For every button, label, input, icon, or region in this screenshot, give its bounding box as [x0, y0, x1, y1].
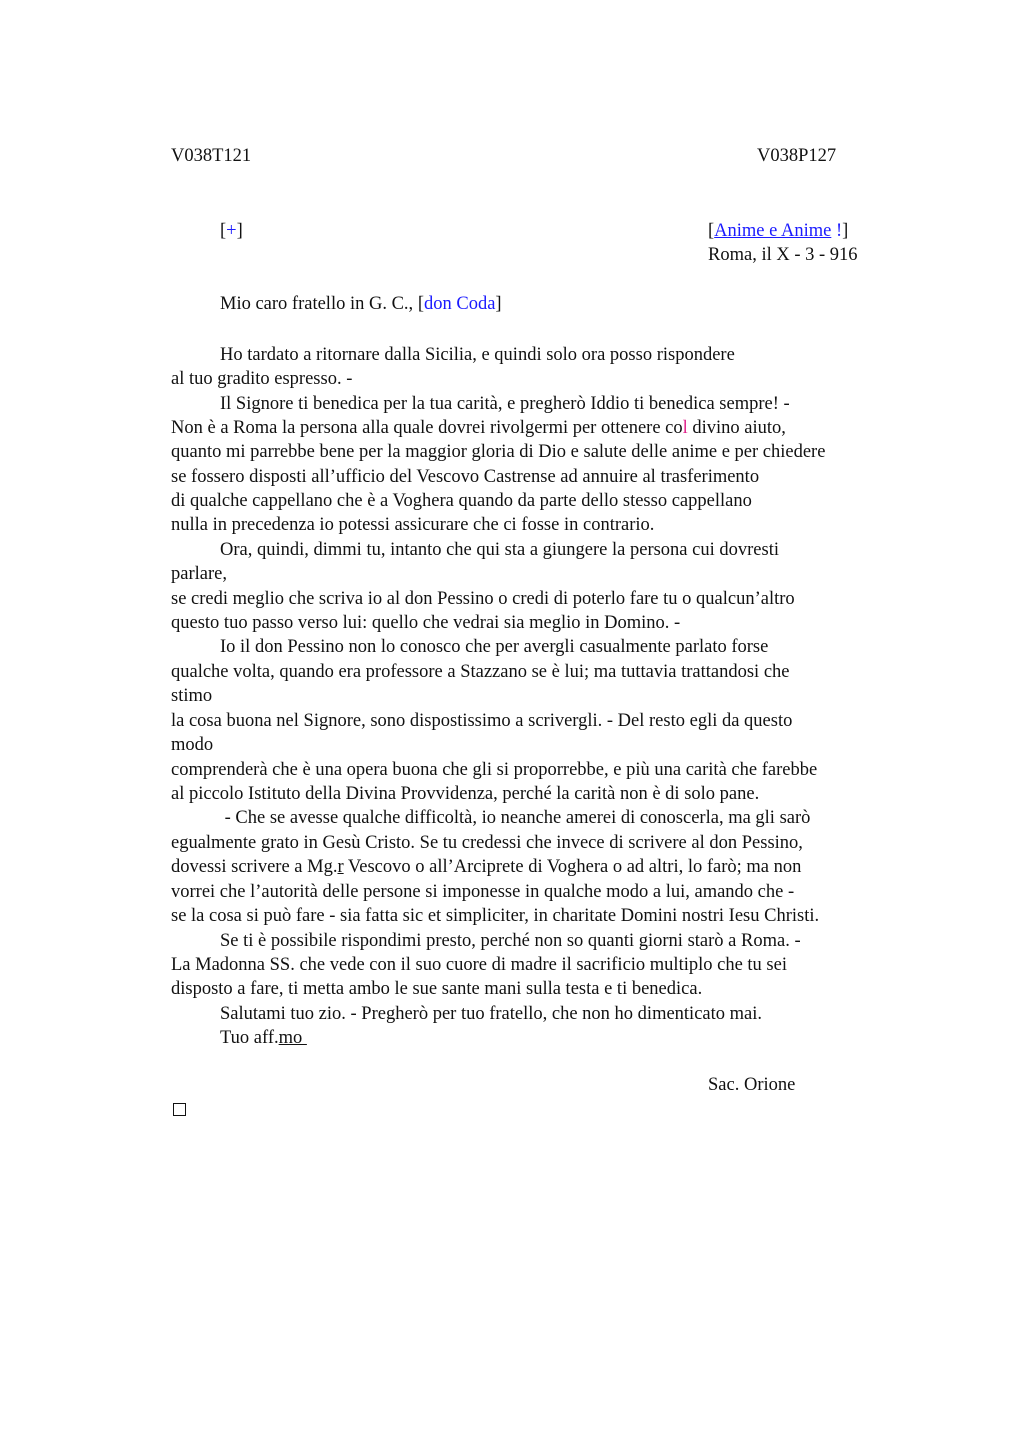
body-line: la cosa buona nel Signore, sono dispostissimo a scrivergli. - Del resto egli da questo — [171, 711, 793, 731]
signature: Sac. Orione — [708, 1075, 796, 1095]
body-line: Ho tardato a ritornare dalla Sicilia, e quindi solo ora posso rispondere — [220, 345, 735, 365]
body-line: vorrei che l’autorità delle persone si imponesse in qualche modo a lui, amando che - — [171, 882, 795, 902]
body-line: se la cosa si può fare - sia fatta sic et simpliciter, in charitate Domini nostri Iesu Christi. — [171, 906, 820, 926]
body-line: al tuo gradito espresso. - — [171, 369, 353, 389]
salutation: Mio caro fratello in G. C., [don Coda] — [220, 294, 502, 314]
highlighted-letter: l — [682, 418, 688, 438]
body-line: egualmente grato in Gesù Cristo. Se tu credessi che invece di scrivere al don Pessino, — [171, 833, 803, 853]
body-line: Salutami tuo zio. - Pregherò per tuo fratello, che non ho dimenticato mai. — [220, 1004, 763, 1024]
body-line: Non è a Roma la persona alla quale dovrei rivolgermi per ottenere col divino aiuto, — [171, 418, 786, 438]
document-code-left: V038T121 — [171, 146, 252, 166]
plus-link[interactable]: + — [226, 221, 237, 241]
anime-e-anime-link[interactable]: Anime e Anime — [714, 221, 832, 241]
body-line: dovessi scrivere a Mg.r Vescovo o all’Arciprete di Voghera o ad altri, lo farò; ma non — [171, 857, 802, 877]
body-line: quanto mi parrebbe bene per la maggior gloria di Dio e salute delle anime e per chiedere — [171, 442, 826, 462]
body-line: qualche volta, quando era professore a Stazzano se è lui; ma tuttavia trattandosi che — [171, 662, 790, 682]
body-line: al piccolo Istituto della Divina Provvidenza, perché la carità non è di solo pane. — [171, 784, 760, 804]
body-line: Io il don Pessino non lo conosco che per avergli casualmente parlato forse — [220, 637, 769, 657]
body-line: di qualche cappellano che è a Voghera quando da parte dello stesso cappellano — [171, 491, 752, 511]
body-line: questo tuo passo verso lui: quello che vedrai sia meglio in Domino. - — [171, 613, 681, 633]
dateline: Roma, il X - 3 - 916 — [708, 245, 858, 265]
body-line: comprenderà che è una opera buona che gli si proporrebbe, e più una carità che farebbe — [171, 760, 818, 780]
superscript-r: r — [337, 857, 344, 877]
closing-line: Tuo aff.mo — [220, 1028, 307, 1048]
checkbox-square-icon — [173, 1103, 186, 1116]
plus-marker: [+] — [220, 221, 243, 241]
body-line: - Che se avesse qualche difficoltà, io neanche amerei di conoscerla, ma gli sarò — [220, 808, 811, 828]
body-line: Ora, quindi, dimmi tu, intanto che qui sta a giungere la persona cui dovresti — [220, 540, 779, 560]
body-line: nulla in precedenza io potessi assicurare che ci fosse in contrario. — [171, 515, 655, 535]
page-code-right: V038P127 — [757, 146, 837, 166]
superscript-mo: mo — [278, 1028, 307, 1048]
body-line: La Madonna SS. che vede con il suo cuore di madre il sacrificio multiplo che tu sei — [171, 955, 787, 975]
body-line: stimo — [171, 686, 213, 706]
body-line: disposto a fare, ti metta ambo le sue sante mani sulla testa e ti benedica. — [171, 979, 703, 999]
exclamation-mark: ! — [835, 221, 843, 241]
tag-heading: [Anime e Anime !] — [708, 221, 849, 241]
body-line: parlare, — [171, 564, 227, 584]
recipient-name[interactable]: don Coda — [423, 294, 496, 314]
body-line: se credi meglio che scriva io al don Pessino o credi di poterlo fare tu o qualcun’altro — [171, 589, 795, 609]
body-line: modo — [171, 735, 214, 755]
body-line: Se ti è possibile rispondimi presto, perché non so quanti giorni starò a Roma. - — [220, 931, 801, 951]
body-line: se fossero disposti all’ufficio del Vescovo Castrense ad annuire al trasferimento — [171, 467, 760, 487]
body-line: Il Signore ti benedica per la tua carità, e pregherò Iddio ti benedica sempre! - — [220, 394, 790, 414]
